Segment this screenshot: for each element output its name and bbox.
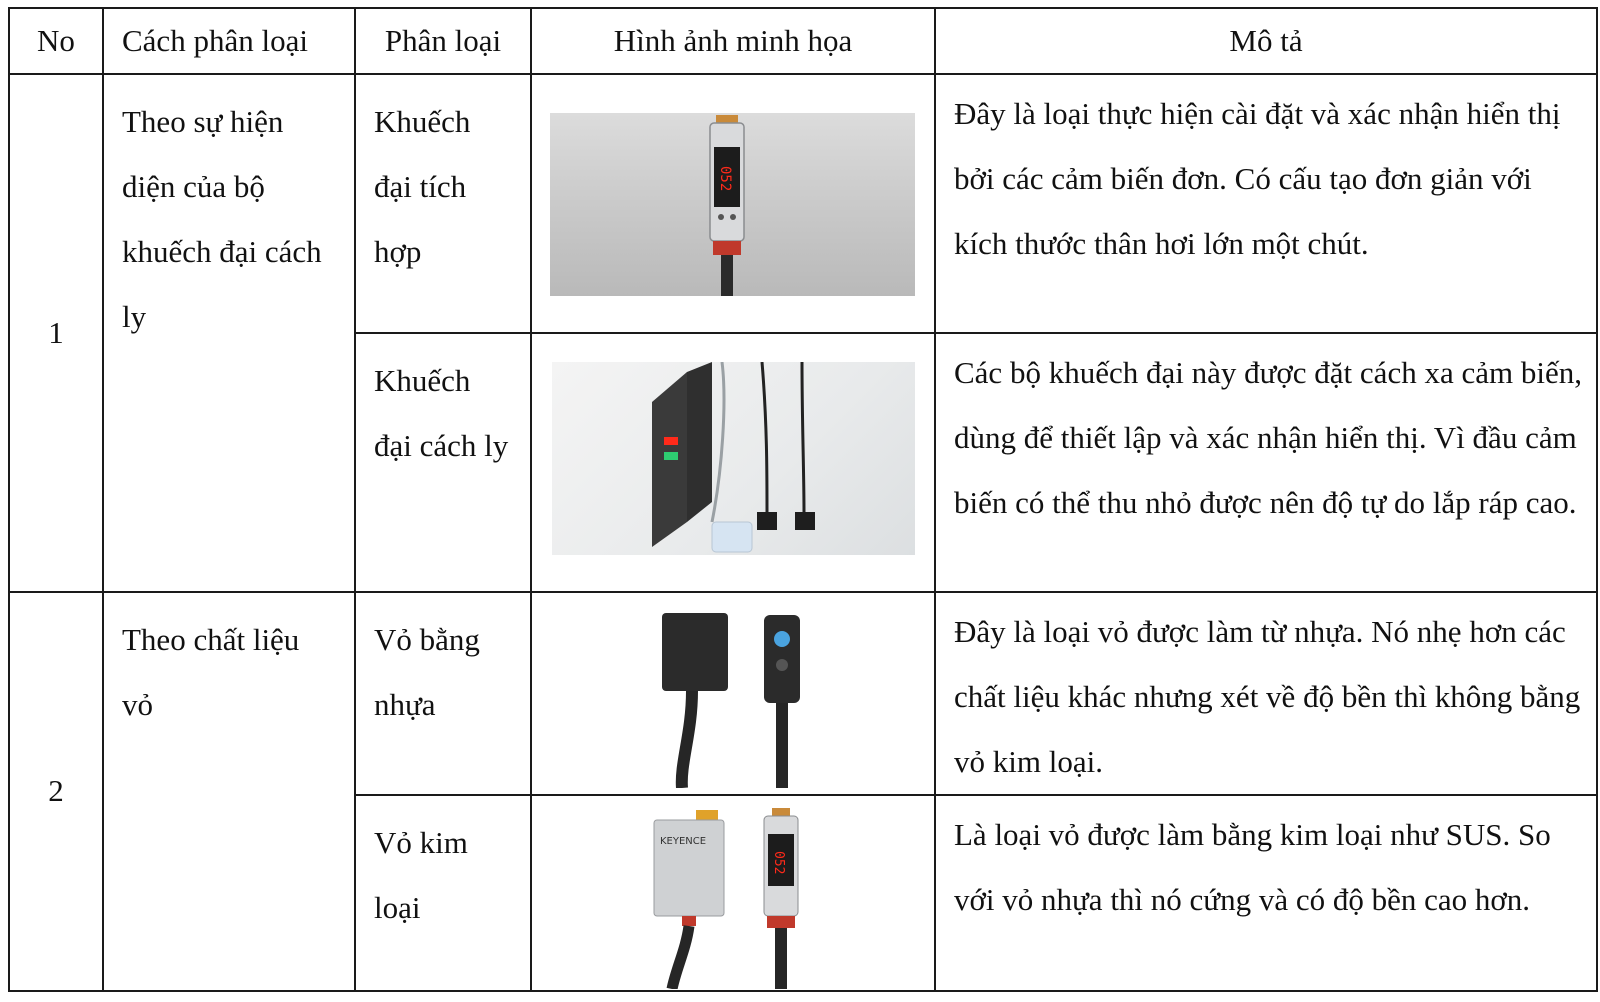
description: Đây là loại vỏ được làm từ nhựa. Nó nhẹ hơn các chất liệu khác nhưng xét về độ bền thì không bằng vỏ kim loại. [935, 592, 1597, 796]
display-digits: 052 [717, 166, 733, 192]
illustration-cell [531, 74, 935, 333]
illustration-cell [531, 795, 935, 991]
metal-housing-sensor-photo [646, 804, 816, 989]
description: Là loại vỏ được làm bằng kim loại như SUS. So với vỏ nhựa thì nó cứng và có độ bền cao hơn. [935, 795, 1597, 991]
header-description: Mô tả [935, 8, 1597, 74]
brand-label: KEYENCE [660, 836, 707, 848]
row-number: 1 [9, 74, 103, 592]
row-number: 2 [9, 592, 103, 991]
classification-method: Theo chất liệu vỏ [103, 592, 355, 991]
classification-type: Khuếch đại tích hợp [355, 74, 531, 333]
classification-type: Vỏ kim loại [355, 795, 531, 991]
description: Các bộ khuếch đại này được đặt cách xa cảm biến, dùng để thiết lập và xác nhận hiển thị. Vì đầu cảm biến có thể thu nhỏ được nên độ tự do lắp ráp cao. [935, 333, 1597, 592]
separate-amplifier-fiber-sensor-photo [552, 362, 915, 555]
classification-type: Khuếch đại cách ly [355, 333, 531, 592]
table-header-row [9, 8, 1597, 74]
header-method: Cách phân loại [103, 8, 355, 74]
sensor-classification-table [8, 7, 1598, 992]
header-image: Hình ảnh minh họa [531, 8, 935, 74]
display-digits: 052 [771, 851, 786, 875]
table-row [9, 74, 1597, 333]
illustration-cell [531, 333, 935, 592]
illustration-cell [531, 592, 935, 796]
description: Đây là loại thực hiện cài đặt và xác nhận hiển thị bởi các cảm biến đơn. Có cấu tạo đơn giản với kích thước thân hơi lớn một chút. [935, 74, 1597, 333]
header-no: No [9, 8, 103, 74]
classification-method: Theo sự hiện diện của bộ khuếch đại cách ly [103, 74, 355, 592]
integrated-amplifier-sensor-photo [550, 113, 915, 296]
header-type: Phân loại [355, 8, 531, 74]
plastic-housing-sensor-photo [652, 603, 832, 788]
table-row [9, 592, 1597, 796]
classification-type: Vỏ bằng nhựa [355, 592, 531, 796]
